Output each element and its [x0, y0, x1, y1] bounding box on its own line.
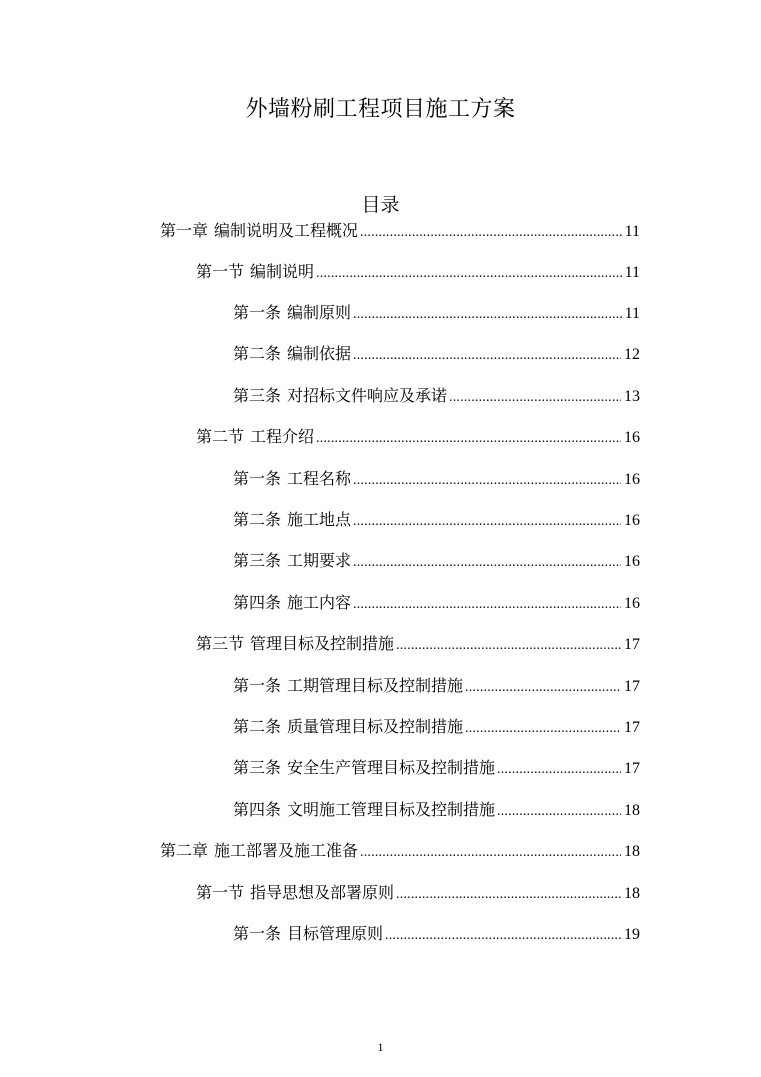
toc-dot-leader — [360, 220, 622, 246]
document-title: 外墙粉刷工程项目施工方案 — [245, 97, 516, 122]
toc-entry-article-1-1-3[interactable] — [233, 383, 640, 409]
toc-entry-page: 12 — [624, 346, 640, 363]
toc-entry-number: 第一条 — [233, 676, 282, 695]
toc-entry-title: 施工部署及施工准备 — [214, 841, 359, 860]
toc-entry-title: 工期要求 — [287, 551, 352, 570]
toc-entry-page: 16 — [624, 595, 640, 612]
toc-entry-title: 目标管理原则 — [287, 924, 384, 943]
toc-entry-title: 工程名称 — [287, 469, 352, 488]
toc-entry-article-1-2-3[interactable] — [233, 548, 640, 574]
toc-entry-number: 第二条 — [233, 717, 282, 736]
toc-entry-section-1-1[interactable] — [196, 259, 640, 285]
toc-entry-title: 质量管理目标及控制措施 — [287, 717, 464, 736]
toc-entry-title: 施工内容 — [287, 593, 352, 612]
toc-entry-title: 编制说明及工程概况 — [214, 221, 359, 240]
toc-entry-chapter-1[interactable] — [160, 218, 640, 244]
toc-entry-chapter-2[interactable] — [160, 838, 640, 864]
toc-dot-leader — [385, 923, 621, 949]
toc-dot-leader — [465, 675, 621, 701]
toc-entry-title: 编制依据 — [287, 344, 352, 363]
toc-entry-article-1-3-2[interactable] — [233, 714, 640, 740]
toc-entry-title: 编制说明 — [250, 262, 315, 281]
toc-heading: 目录 — [361, 194, 400, 216]
toc-entry-number: 第一条 — [233, 924, 282, 943]
toc-entry-number: 第二条 — [233, 344, 282, 363]
toc-entry-title: 施工地点 — [287, 510, 352, 529]
toc-entry-number: 第一条 — [233, 303, 282, 322]
toc-entry-title: 管理目标及控制措施 — [250, 634, 395, 653]
toc-entry-article-1-3-3[interactable] — [233, 755, 640, 781]
toc-entry-page: 18 — [624, 802, 640, 819]
toc-entry-page: 11 — [624, 305, 640, 322]
toc-entry-article-1-3-1[interactable] — [233, 673, 640, 699]
toc-entry-article-1-2-2[interactable] — [233, 507, 640, 533]
toc-entry-article-1-3-4[interactable] — [233, 797, 640, 823]
page-number: 1 — [377, 1040, 384, 1054]
toc-entry-number: 第三节 — [196, 634, 245, 653]
toc-entry-page: 18 — [624, 843, 640, 860]
toc-entry-number: 第四条 — [233, 593, 282, 612]
toc-entry-number: 第一条 — [233, 469, 282, 488]
toc-entry-title: 编制原则 — [287, 303, 352, 322]
toc-entry-number: 第二章 — [160, 841, 209, 860]
toc-entry-article-1-2-4[interactable] — [233, 590, 640, 616]
toc-entry-article-1-1-2[interactable] — [233, 341, 640, 367]
toc-entry-page: 18 — [624, 885, 640, 902]
toc-entry-title: 指导思想及部署原则 — [250, 883, 395, 902]
toc-entry-number: 第一章 — [160, 221, 209, 240]
toc-entry-section-1-3[interactable] — [196, 631, 640, 657]
toc-entry-page: 16 — [624, 553, 640, 570]
toc-entry-title: 工程介绍 — [250, 427, 315, 446]
toc-entry-page: 19 — [624, 926, 640, 943]
toc-entry-title: 安全生产管理目标及控制措施 — [287, 758, 496, 777]
toc-entry-article-1-2-1[interactable] — [233, 466, 640, 492]
toc-entry-page: 11 — [624, 223, 640, 240]
toc-entry-number: 第一节 — [196, 262, 245, 281]
toc-entry-title: 对招标文件响应及承诺 — [287, 386, 448, 405]
toc-dot-leader — [353, 509, 621, 535]
toc-entry-number: 第三条 — [233, 758, 282, 777]
toc-entry-number: 第三条 — [233, 551, 282, 570]
toc-entry-page: 11 — [624, 264, 640, 281]
toc-dot-leader — [353, 592, 621, 618]
toc-dot-leader — [316, 426, 621, 452]
toc-entry-page: 17 — [624, 678, 640, 695]
toc-dot-leader — [396, 633, 621, 659]
toc-dot-leader — [465, 716, 621, 742]
toc-entry-page: 16 — [624, 512, 640, 529]
toc-entry-page: 17 — [624, 719, 640, 736]
toc-entry-section-1-2[interactable] — [196, 424, 640, 450]
toc-dot-leader — [497, 757, 621, 783]
toc-entry-article-2-1-1[interactable] — [233, 921, 640, 947]
toc-dot-leader — [353, 550, 621, 576]
toc-entry-page: 13 — [624, 388, 640, 405]
toc-entry-number: 第二条 — [233, 510, 282, 529]
toc-entry-number: 第二节 — [196, 427, 245, 446]
toc-dot-leader — [353, 343, 621, 369]
toc-entry-section-2-1[interactable] — [196, 880, 640, 906]
toc-entry-title: 文明施工管理目标及控制措施 — [287, 800, 496, 819]
toc-entry-article-1-1-1[interactable] — [233, 300, 640, 326]
toc-entry-page: 17 — [624, 760, 640, 777]
toc-dot-leader — [353, 302, 622, 328]
toc-entry-page: 17 — [624, 636, 640, 653]
toc-dot-leader — [360, 840, 621, 866]
toc-entry-page: 16 — [624, 429, 640, 446]
toc-dot-leader — [449, 385, 621, 411]
toc-dot-leader — [396, 882, 621, 908]
toc-entry-number: 第三条 — [233, 386, 282, 405]
toc-dot-leader — [316, 261, 622, 287]
toc-entry-number: 第一节 — [196, 883, 245, 902]
toc-dot-leader — [497, 799, 621, 825]
toc-entry-number: 第四条 — [233, 800, 282, 819]
toc-entry-title: 工期管理目标及控制措施 — [287, 676, 464, 695]
toc-entry-page: 16 — [624, 471, 640, 488]
toc-dot-leader — [353, 468, 621, 494]
